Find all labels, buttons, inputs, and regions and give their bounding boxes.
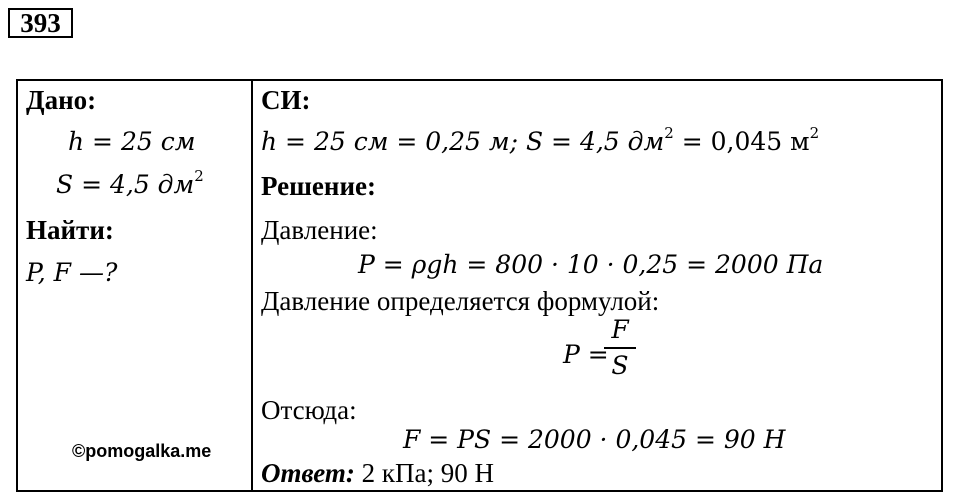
watermark: ©pomogalka.me [72, 441, 212, 461]
solution-header: Решение: [261, 171, 376, 201]
find-header: Найти: [26, 215, 114, 245]
fraction-denominator: S [611, 351, 629, 380]
si-header: СИ: [261, 85, 311, 115]
si-conversion [261, 126, 819, 158]
si-conv-part1: h = 25 см = 0,25 м; S = 4,5 дм [261, 127, 665, 156]
solution-table [16, 79, 943, 492]
given-s-main: S = 4,5 дм [56, 170, 195, 199]
given-s-exp: 2 [194, 167, 204, 185]
given-header: Дано: [26, 85, 97, 115]
p-equals: P = [563, 340, 609, 369]
si-conv-part2: = 0,045 м [673, 127, 810, 156]
hence-label: Отсюда: [261, 395, 357, 425]
fraction-bar [604, 347, 636, 349]
answer [261, 457, 494, 489]
fraction-numerator: F [611, 315, 629, 344]
given-s [56, 169, 204, 201]
si-conv-exp2: 2 [809, 124, 820, 142]
fraction-f-over-s [600, 315, 640, 381]
force-formula: F = PS = 2000 · 0,045 = 90 Н [403, 425, 786, 454]
answer-value: 2 кПа; 90 Н [354, 458, 494, 488]
formula-text: Давление определяется формулой: [261, 286, 660, 316]
pressure-label: Давление: [261, 215, 378, 245]
pressure-formula: P = ρgh = 800 · 10 · 0,25 = 2000 Па [358, 250, 824, 279]
problem-number: 393 [8, 8, 73, 38]
answer-label: Ответ: [261, 458, 355, 488]
find-values: P, F —? [26, 258, 118, 287]
given-h: h = 25 см [68, 127, 196, 156]
si-conv-exp1: 2 [664, 124, 674, 142]
column-divider [251, 81, 253, 490]
